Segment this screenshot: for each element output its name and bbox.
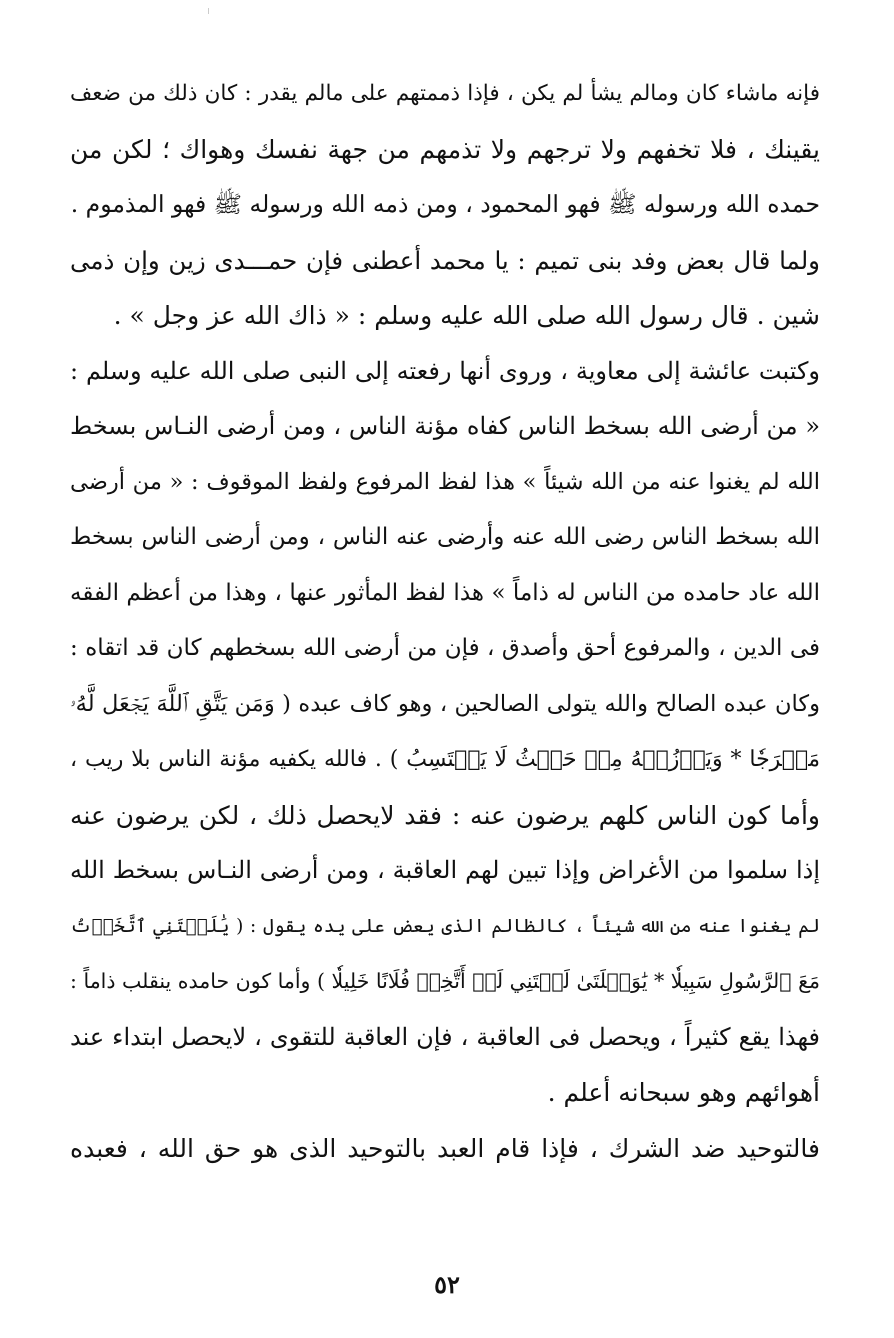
text-line: الله لم يغنوا عنه من الله شيئاً » هذا لفظ المرفوع ولفظ الموقوف : « من أرضى <box>70 468 820 495</box>
text-line: فإنه ماشاء كان ومالم يشأ لم يكن ، فإذا ذممتهم على مالم يقدر : كان ذلك من ضعف <box>70 81 820 106</box>
text-line: وأما كون الناس كلهم يرضون عنه : فقد لايحصل ذلك ، لكن يرضون عنه <box>70 800 820 830</box>
text-line: الله عاد حامده من الناس له ذاماً » هذا لفظ المأثور عنها ، وهذا من أعظم الفقه <box>70 579 820 606</box>
scan-speck <box>208 8 209 14</box>
page-number: ٥٢ <box>434 1270 460 1299</box>
text-line-with-verse: وكان عبده الصالح والله يتولى الصالحين ، وهو كاف عبده ( وَمَن يَتَّقِ ٱللَّهَ يَجۡعَل لَّهُۥ <box>70 690 820 717</box>
text-line-with-verse: مَخۡرَجٗا * وَيَرۡزُقۡهُ مِنۡ حَيۡثُ لَا يَحۡتَسِبُ ) . فالله يكفيه مؤنة الناس بلا ريب ، <box>70 747 820 772</box>
text-line: الله بسخط الناس رضى الله عنه وأرضى عنه الناس ، ومن أرضى الناس بسخط <box>70 524 820 550</box>
body-text <box>70 66 820 1176</box>
text-line: أهوائهم وهو سبحانه أعلم . <box>547 1078 820 1107</box>
text-line: شين . قال رسول الله صلى الله عليه وسلم : « ذاك الله عز وجل » . <box>113 301 820 330</box>
text-line-with-verse: مَعَ ٱلرَّسُولِ سَبِيلٗا * يَٰوَيۡلَتَىٰ لَيۡتَنِي لَمۡ أَتَّخِذۡ فُلَانًا خَلِيلٗا ) وأما كون حامده ينقلب ذاماً : <box>70 969 820 993</box>
text-line: يقينك ، فلا تخفهم ولا ترجهم ولا تذمهم من جهة نفسك وهواك ؛ لكن من <box>70 134 820 164</box>
text-line: إذا سلموا من الأغراض وإذا تبين لهم العاقبة ، ومن أرضى النـاس بسخط الله <box>70 856 820 884</box>
text-line: حمده الله ورسوله ﷺ فهو المحمود ، ومن ذمه الله ورسوله ﷺ فهو المذموم . <box>70 190 820 218</box>
text-line: ولما قال بعض وفد بنى تميم : يا محمد أعطنى فإن حمـــدى زين وإن ذمى <box>70 245 820 275</box>
text-line: فى الدين ، والمرفوع أحق وأصدق ، فإن من أرضى الله بسخطهم كان قد اتقاه : <box>70 635 820 661</box>
text-line: « من أرضى الله بسخط الناس كفاه مؤنة الناس ، ومن أرضى النـاس بسخط <box>70 412 820 440</box>
text-line: فهذا يقع كثيراً ، ويحصل فى العاقبة ، فإن العاقبة للتقوى ، لايحصل ابتداء عند <box>70 1022 820 1051</box>
text-line: وكتبت عائشة إلى معاوية ، وروى أنها رفعته إلى النبى صلى الله عليه وسلم : <box>70 356 820 385</box>
text-line: فالتوحيد ضد الشرك ، فإذا قام العبد بالتوحيد الذى هو حق الله ، فعبده <box>70 1133 820 1163</box>
text-line-with-verse: لم يغنوا عنه من الله شيئاً ، كالظالم الذى يعض على يده يقول : ( يَٰلَيۡتَنِي ٱتَّخَذۡتُ <box>70 915 820 937</box>
